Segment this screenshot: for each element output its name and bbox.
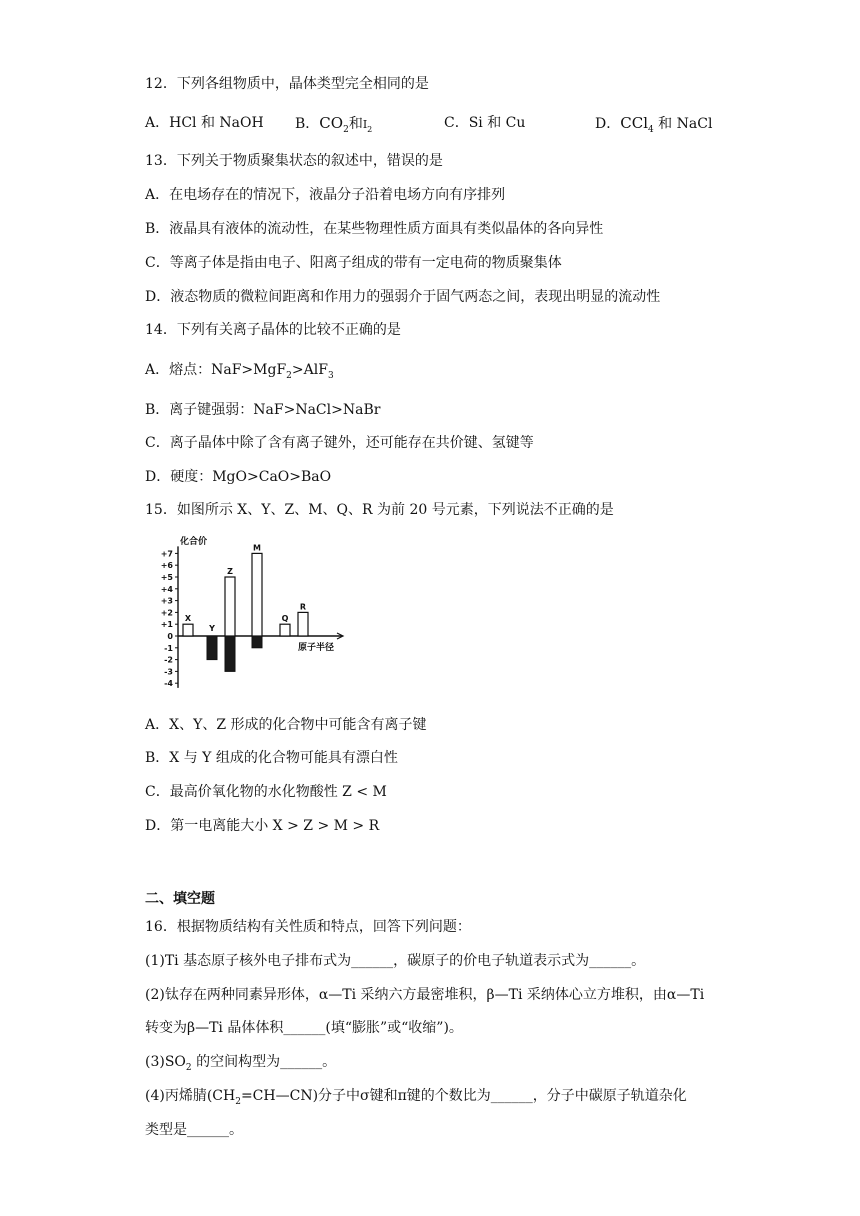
subscript: 3 (327, 370, 334, 381)
y-tick-label: +5 (160, 573, 173, 582)
q13-option-b: B．液晶具有液体的流动性，在某些物理性质方面具有类似晶体的各向异性 (145, 221, 604, 237)
chart-svg (150, 532, 350, 697)
q16-part4-line1 (145, 1086, 687, 1112)
formula: CCl (620, 114, 648, 132)
subscript: 2 (367, 124, 373, 134)
subscript: 4 (648, 124, 654, 135)
q15-stem: 15．如图所示 X、Y、Z、M、Q、R 为前 20 号元素，下列说法不正确的是 (145, 502, 614, 518)
bar-positive-X (183, 624, 193, 636)
q14-option-b: B．离子键强弱：NaF>NaCl>NaBr (145, 402, 381, 418)
y-tick-label: 0 (167, 632, 173, 641)
subscript: 2 (286, 370, 292, 381)
bar-positive-M (252, 553, 262, 636)
q14-option-c: C．离子晶体中除了含有离子键外，还可能存在共价键、氢键等 (145, 435, 534, 451)
bar-positive-Q (280, 624, 290, 636)
formula: (4)丙烯腈(CH (145, 1088, 236, 1104)
y-tick-label: +1 (160, 620, 173, 630)
y-tick-label: +3 (160, 596, 173, 606)
subscript: 2 (235, 1096, 241, 1107)
bar-label-Y: Y (209, 624, 215, 633)
bar-negative-Z (225, 636, 235, 671)
q16-stem: 16．根据物质结构有关性质和特点，回答下列问题： (145, 919, 471, 935)
formula: >AlF (291, 362, 328, 378)
option-label: B． (295, 116, 320, 132)
subscript: 2 (185, 1062, 192, 1073)
q12-option-a: A．HCl 和 NaOH (145, 115, 264, 131)
text: 的空间构型为______。 (191, 1054, 337, 1070)
q13-option-c: C．等离子体是指由电子、阳离子组成的带有一定电荷的物质聚集体 (145, 255, 562, 271)
section-heading: 二、填空题 (145, 891, 215, 907)
y-axis-title: 化合价 (180, 537, 208, 547)
q16-part1: (1)Ti 基态原子核外电子排布式为______，碳原子的价电子轨道表示式为______。 (145, 953, 646, 969)
q15-option-d: D．第一电离能大小 X > Z > M > R (145, 818, 380, 834)
x-axis-title: 原子半径 (298, 643, 335, 653)
q16-part3 (145, 1052, 336, 1078)
y-tick-label: -4 (164, 679, 173, 689)
q14-option-a (145, 360, 334, 386)
y-tick-label: +2 (160, 608, 173, 618)
q12-stem: 12．下列各组物质中，晶体类型完全相同的是 (145, 76, 429, 92)
text: =CH—CN)分子中σ键和π键的个数比为______，分子中碳原子轨道杂化 (240, 1088, 687, 1104)
formula-rest: 和 NaCl (653, 116, 713, 132)
q15-option-b: B．X 与 Y 组成的化合物可能具有漂白性 (145, 750, 398, 766)
bar-negative-Y (207, 636, 217, 660)
bar-label-X: X (184, 614, 192, 624)
q12-option-d (595, 113, 712, 140)
bar-negative-M (252, 636, 262, 648)
bar-label-R: R (299, 602, 307, 612)
subscript: 2 (343, 124, 349, 135)
q16-part2-line2: 转变为β—Ti 晶体体积______(填“膨胀”或“收缩”)。 (145, 1020, 463, 1036)
y-tick-label: +6 (160, 561, 173, 571)
y-tick-label: -1 (164, 643, 173, 653)
y-tick-label: -2 (164, 655, 173, 665)
y-tick-label: -3 (164, 667, 173, 677)
bar-label-Z: Z (227, 567, 233, 576)
bar-label-M: M (253, 543, 261, 553)
q13-option-d: D．液态物质的微粒间距离和作用力的强弱介于固气两态之间，表现出明显的流动性 (145, 289, 661, 305)
formula: CO (319, 114, 344, 132)
formula: I (362, 118, 368, 131)
q15-option-c: C．最高价氧化物的水化物酸性 Z < M (145, 784, 387, 800)
bar-label-Q: Q (281, 614, 289, 624)
formula: (3)SO (145, 1054, 186, 1070)
q16-part2-line1: (2)钛存在两种同素异形体，α—Ti 采纳六方最密堆积，β—Ti 采纳体心立方堆积，由α—Ti (145, 987, 705, 1003)
q14-option-d: D．硬度：MgO>CaO>BaO (145, 469, 332, 485)
q13-stem: 13．下列关于物质聚集状态的叙述中，错误的是 (145, 153, 443, 169)
q15-option-a: A．X、Y、Z 形成的化合物中可能含有离子键 (145, 717, 427, 733)
bar-positive-Z (225, 577, 235, 636)
y-tick-label: +4 (160, 584, 173, 594)
connector: 和 (348, 116, 363, 132)
q16-part4-line2: 类型是______。 (145, 1122, 243, 1138)
q12-option-c: C．Si 和 Cu (444, 115, 526, 131)
q14-stem: 14．下列有关离子晶体的比较不正确的是 (145, 322, 401, 338)
formula: A．熔点：NaF>MgF (145, 362, 287, 378)
option-label: D． (595, 116, 621, 132)
y-tick-label: +7 (160, 549, 173, 559)
q13-option-a: A．在电场存在的情况下，液晶分子沿着电场方向有序排列 (145, 187, 506, 203)
bar-positive-R (298, 612, 308, 636)
q12-option-b (295, 113, 372, 140)
valence-radius-chart (150, 532, 350, 697)
